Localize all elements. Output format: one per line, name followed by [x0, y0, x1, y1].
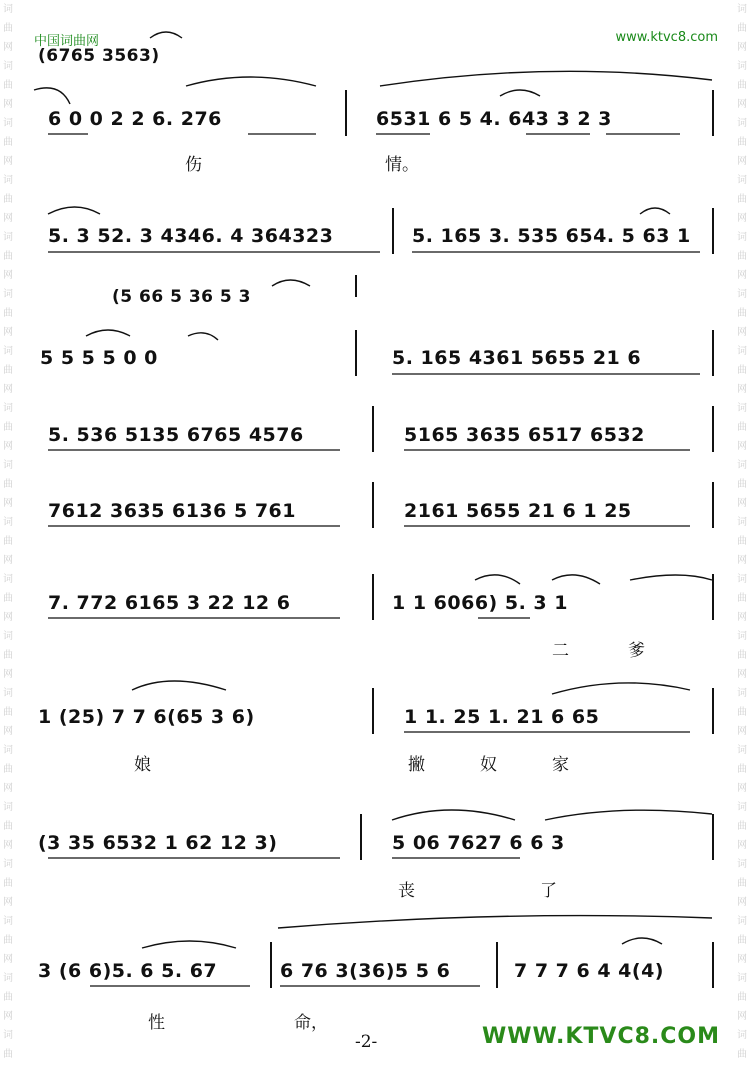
lyric: 娘 — [134, 755, 151, 775]
bar-line — [712, 406, 714, 452]
bar-line — [345, 90, 347, 136]
lyric: 命， — [294, 1013, 328, 1033]
notation-measure: 3 (6 6)5. 6 5. 67 — [38, 960, 218, 982]
bar-line — [270, 942, 272, 988]
bar-line — [712, 814, 714, 860]
bar-line — [355, 330, 357, 376]
notation-measure: 6531 6 5 4. 643 3 2 3 — [376, 108, 612, 130]
lyric: 二 — [552, 641, 569, 661]
notation-measure: 5. 3 52. 3 4346. 4 364323 — [48, 225, 334, 247]
bar-line — [712, 208, 714, 254]
side-watermark-left: 词 曲 网 词 曲 网 词 曲 网 词 曲 网 词 曲 网 词 曲 网 词 曲 网 词 曲 网 词 曲 网 词 曲 网 词 曲 网 词 曲 网 词 曲 网 词 曲 网 词 曲 网 词 曲 网 词 曲 网 词 曲 网 词 曲 — [3, 4, 13, 1060]
bar-line — [712, 90, 714, 136]
lyric: 丧 — [398, 881, 415, 901]
side-watermark-right: 词 曲 网 词 曲 网 词 曲 网 词 曲 网 词 曲 网 词 曲 网 词 曲 网 词 曲 网 词 曲 网 词 曲 网 词 曲 网 词 曲 网 词 曲 网 词 曲 网 词 曲 网 词 曲 网 词 曲 网 词 曲 网 词 曲 — [737, 4, 747, 1060]
lyric: 性 — [148, 1013, 165, 1033]
notation-measure: 5. 536 5135 6765 4576 — [48, 424, 304, 446]
site-logo-footer: WWW.KTVC8.COM — [482, 1024, 720, 1049]
lyric: 家 — [552, 755, 569, 775]
bar-line — [496, 942, 498, 988]
notation-intro: (6765 3563) — [38, 46, 160, 66]
bar-line — [372, 406, 374, 452]
bar-line — [355, 275, 357, 297]
notation-measure: 5 5 5 5 0 0 — [40, 347, 158, 369]
notation-measure: 5. 165 3. 535 654. 5 63 1 — [412, 225, 691, 247]
bar-line — [372, 688, 374, 734]
bar-line — [712, 482, 714, 528]
notation-measure: 5165 3635 6517 6532 — [404, 424, 645, 446]
notation-measure: 2161 5655 21 6 1 25 — [404, 500, 632, 522]
notation-measure: 5 06 7627 6 6 3 — [392, 832, 565, 854]
page-number: -2- — [355, 1032, 378, 1052]
notation-measure: 7612 3635 6136 5 761 — [48, 500, 296, 522]
site-name-header: 中国词曲网 — [34, 34, 100, 49]
lyric: 了 — [540, 881, 557, 901]
bar-line — [372, 482, 374, 528]
lyric: 奴 — [480, 755, 497, 775]
notation-intro: (5 66 5 36 5 3 — [112, 287, 251, 307]
bar-line — [392, 208, 394, 254]
notation-measure: 6 76 3(36)5 5 6 — [280, 960, 451, 982]
notation-measure: 1 1 6066) 5. 3 1 — [392, 592, 568, 614]
bar-line — [712, 942, 714, 988]
bar-line — [712, 574, 714, 620]
lyric: 情。 — [385, 155, 419, 175]
notation-measure: 5. 165 4361 5655 21 6 — [392, 347, 642, 369]
bar-line — [712, 688, 714, 734]
notation-measure: 6 0 0 2 2 6. 276 — [48, 108, 222, 130]
bar-line — [372, 574, 374, 620]
lyric: 伤 — [185, 155, 202, 175]
site-url-header: www.ktvc8.com — [615, 30, 718, 45]
notation-measure: 7. 772 6165 3 22 12 6 — [48, 592, 291, 614]
notation-measure: (3 35 6532 1 62 12 3) — [38, 832, 278, 854]
notation-measure: 1 (25) 7 7 6(65 3 6) — [38, 706, 255, 728]
notation-measure: 1 1. 25 1. 21 6 65 — [404, 706, 600, 728]
lyric: 爹 — [628, 641, 645, 661]
lyric: 撇 — [408, 755, 425, 775]
bar-line — [360, 814, 362, 860]
notation-measure: 7 7 7 6 4 4(4) — [514, 960, 664, 982]
bar-line — [712, 330, 714, 376]
